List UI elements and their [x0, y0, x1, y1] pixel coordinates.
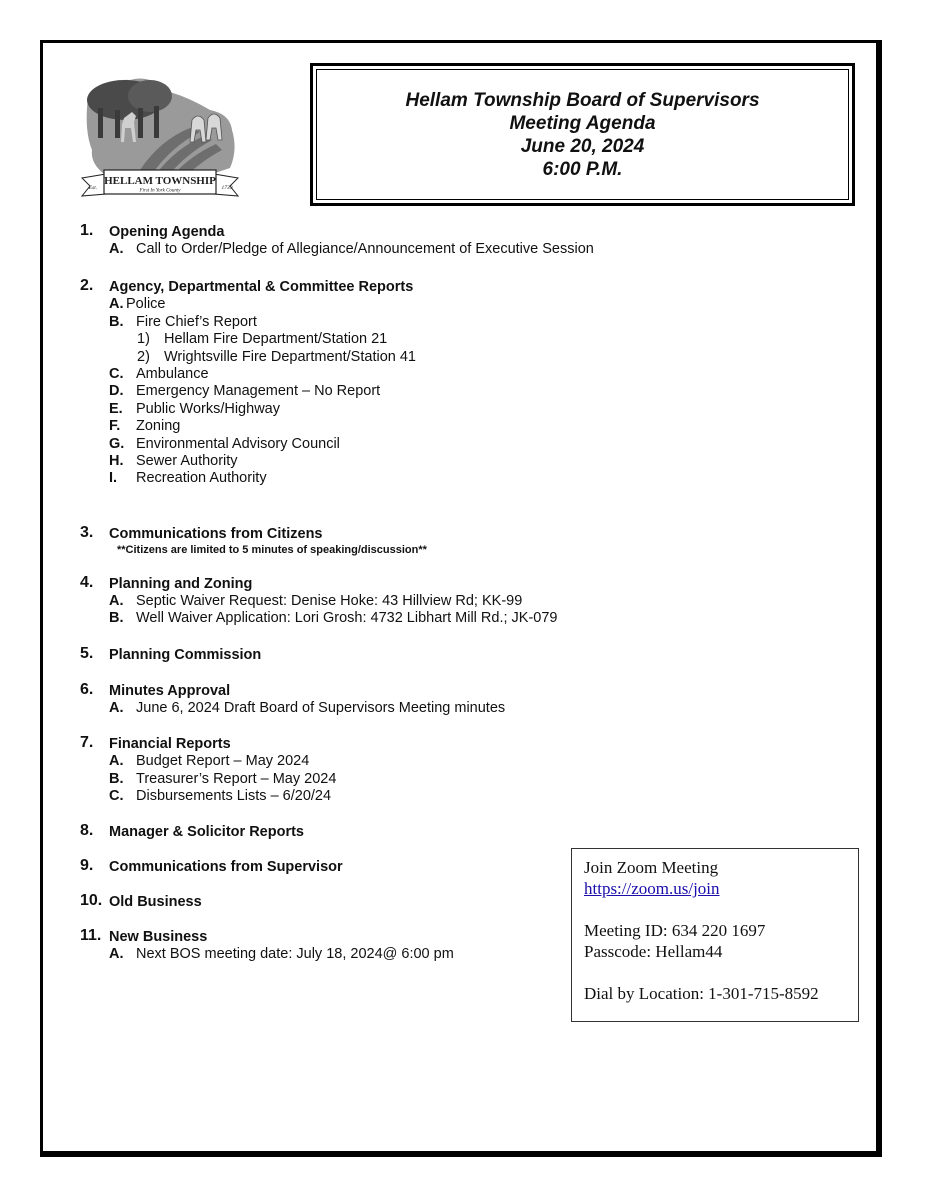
sub-item-letter: G. [109, 435, 125, 452]
agenda-item-title: Planning and Zoning [109, 575, 253, 592]
agenda-item-number: 10. [80, 892, 103, 910]
sub-item-text: Well Waiver Application: Lori Grosh: 4732 Libhart Mill Rd.; JK-079 [136, 610, 558, 627]
sub-sub-item-text: Wrightsville Fire Department/Station 41 [164, 348, 416, 365]
sub-item-letter: I. [109, 470, 118, 487]
sub-item-text: Police [126, 296, 166, 313]
township-seal-logo [80, 70, 240, 202]
agenda-item-minutes-approval [80, 681, 680, 717]
agenda-item-planning-zoning [80, 574, 680, 628]
agenda-item-title: Communications from Citizens [109, 525, 323, 542]
sub-item-text: Emergency Management – No Report [136, 383, 381, 400]
sub-item [109, 753, 680, 770]
tree-trunk [138, 108, 143, 138]
banner-tagline: First In York County [139, 188, 181, 194]
agenda-item-citizen-communications [80, 524, 680, 558]
agenda-item-number: 9. [80, 857, 94, 875]
sub-item-letter: B. [109, 610, 124, 627]
sub-item-text: Public Works/Highway [136, 400, 280, 417]
sub-item-letter: A. [109, 592, 124, 609]
agenda-item-financial-reports [80, 734, 680, 805]
sub-item [109, 314, 680, 331]
sub-sub-item-number: 2) [137, 348, 150, 365]
agenda-item-reports [80, 277, 680, 487]
agenda-item-manager-solicitor [80, 822, 680, 841]
sub-item-text: Call to Order/Pledge of Allegiance/Announcement of Executive Session [136, 241, 594, 257]
agenda-item-title: New Business [109, 929, 208, 946]
sub-item-letter: A. [109, 699, 124, 716]
title-time: 6:00 P.M. [542, 158, 623, 180]
agenda-item-title: Planning Commission [109, 646, 262, 663]
zoom-passcode: Passcode: Hellam44 [584, 942, 723, 961]
zoom-dial-in: Dial by Location: 1-301-715-8592 [584, 984, 819, 1003]
banner-est-right: 1739 [221, 185, 233, 191]
agenda-item-opening [80, 222, 680, 258]
agenda-item-title: Agency, Departmental & Committee Reports [109, 279, 414, 296]
sub-item-letter: A. [109, 241, 124, 257]
sub-item-text: Fire Chief’s Report [136, 313, 257, 330]
sub-item-letter: E. [109, 400, 123, 417]
agenda-item-number: 4. [80, 573, 94, 591]
agenda-item-title: Communications from Supervisor [109, 859, 343, 876]
title-box [310, 63, 855, 206]
sub-item-letter: F. [109, 418, 121, 435]
tree-trunk [98, 108, 103, 138]
sub-item [109, 418, 680, 435]
title-inner [316, 69, 849, 200]
sub-item [109, 453, 680, 470]
sub-item-text: Ambulance [136, 366, 209, 383]
zoom-meeting-info-box [571, 848, 859, 1022]
agenda-item-number: 5. [80, 644, 94, 662]
sub-item-text: Environmental Advisory Council [136, 435, 340, 452]
agenda-item-planning-commission [80, 645, 680, 664]
tree-canopy-2 [128, 80, 172, 112]
zoom-meeting-id: Meeting ID: 634 220 1697 [584, 921, 766, 940]
agenda-item-number: 11. [80, 927, 102, 945]
sub-item-text: Next BOS meeting date: July 18, 2024@ 6:00 pm [136, 946, 454, 963]
sub-item-text: Recreation Authority [136, 470, 267, 487]
agenda-item-title: Minutes Approval [109, 682, 231, 699]
zoom-heading: Join Zoom Meeting [584, 858, 719, 877]
zoom-join-link[interactable]: https://zoom.us/join [584, 879, 720, 898]
sub-item [109, 788, 680, 805]
sub-item-letter: A. [109, 753, 124, 770]
sub-item-letter: C. [109, 787, 124, 804]
sub-item [109, 383, 680, 400]
sub-item-text: Disbursements Lists – 6/20/24 [136, 787, 332, 804]
tree-trunk [154, 106, 159, 138]
sub-item-text: Septic Waiver Request: Denise Hoke: 43 Hillview Rd; KK-99 [136, 592, 523, 609]
tree-trunk [115, 110, 120, 138]
sub-item [109, 241, 680, 258]
sub-item-text: Zoning [136, 418, 181, 435]
sub-item [109, 610, 680, 627]
sub-item-letter: C. [109, 366, 124, 383]
agenda-item-number: 2. [80, 277, 94, 295]
sub-item-text: Budget Report – May 2024 [136, 753, 310, 770]
sub-item [109, 470, 680, 487]
banner-text: HELLAM TOWNSHIP [104, 175, 216, 187]
sub-item [109, 771, 680, 788]
sub-item [109, 366, 680, 383]
sub-sub-item-text: Hellam Fire Department/Station 21 [164, 331, 388, 348]
title-date: June 20, 2024 [520, 135, 645, 157]
agenda-item-title: Manager & Solicitor Reports [109, 824, 304, 841]
title-meeting-agenda: Meeting Agenda [509, 112, 656, 134]
title-board-name: Hellam Township Board of Supervisors [405, 89, 760, 111]
sub-item-letter: H. [109, 453, 124, 470]
agenda-item-title: Financial Reports [109, 736, 231, 753]
agenda-item-number: 7. [80, 734, 94, 752]
sub-sub-item [109, 331, 680, 348]
agenda-item-number: 8. [80, 822, 94, 840]
sub-item [109, 700, 680, 717]
sub-item-letter: D. [109, 383, 124, 400]
sub-item [109, 593, 680, 610]
sub-sub-item-number: 1) [137, 331, 150, 348]
sub-item-text: June 6, 2024 Draft Board of Supervisors Meeting minutes [136, 699, 506, 716]
agenda-item-number: 1. [80, 222, 94, 239]
sub-item-text: Treasurer’s Report – May 2024 [136, 770, 337, 787]
sub-item [109, 401, 680, 418]
agenda-item-number: 3. [80, 523, 94, 541]
sub-item-letter: A. [109, 946, 124, 963]
sub-item [109, 436, 680, 453]
citizen-time-limit-note: **Citizens are limited to 5 minutes of speaking/discussion** [117, 543, 427, 556]
sub-item [109, 296, 680, 313]
sub-item-letter: B. [109, 770, 124, 787]
agenda-item-title: Opening Agenda [109, 224, 225, 240]
agenda-item-title: Old Business [109, 894, 202, 911]
sub-item-text: Sewer Authority [136, 453, 238, 470]
sub-sub-item [109, 349, 680, 366]
sub-item-letter: A. [109, 296, 124, 313]
agenda-item-number: 6. [80, 680, 94, 698]
sub-item-letter: B. [109, 313, 124, 330]
banner-est-left: Est. [88, 185, 98, 191]
